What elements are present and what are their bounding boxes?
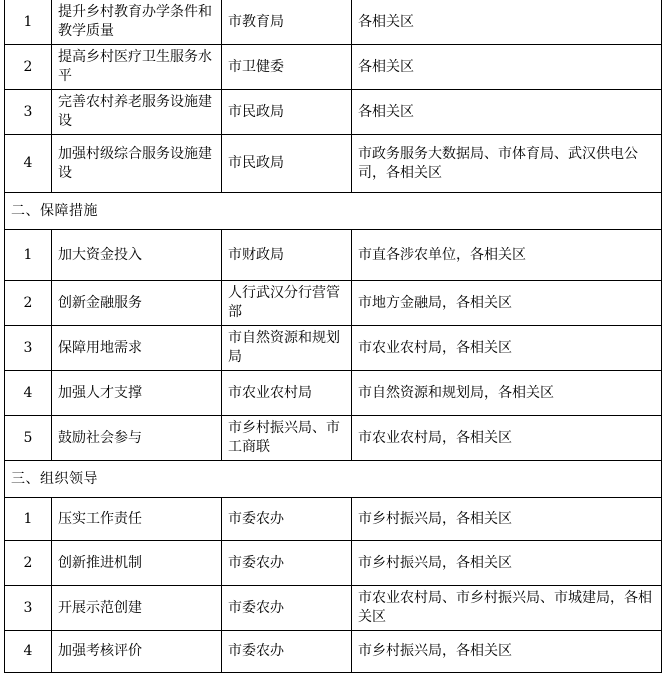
row-number: 1: [5, 230, 52, 281]
task-cell: 鼓励社会参与: [52, 416, 222, 461]
table-row: [5, 416, 662, 461]
task-table: [4, 0, 662, 673]
table-row: [5, 230, 662, 281]
task-cell: 完善农村养老服务设施建设: [52, 90, 222, 135]
partner-units-cell: 各相关区: [352, 45, 662, 90]
section-heading-row: [5, 193, 662, 230]
row-number: 2: [5, 541, 52, 586]
lead-unit-cell: 市民政局: [222, 90, 352, 135]
row-number: 1: [5, 0, 52, 45]
partner-units-cell: 市地方金融局，各相关区: [352, 281, 662, 326]
row-number: 2: [5, 45, 52, 90]
task-cell: 压实工作责任: [52, 498, 222, 541]
lead-unit-cell: 市民政局: [222, 135, 352, 193]
row-number: 1: [5, 498, 52, 541]
table-row: [5, 371, 662, 416]
row-number: 4: [5, 135, 52, 193]
table-row: [5, 541, 662, 586]
lead-unit-cell: 市委农办: [222, 631, 352, 673]
row-number: 2: [5, 281, 52, 326]
partner-units-cell: 各相关区: [352, 90, 662, 135]
task-cell: 提升乡村教育办学条件和教学质量: [52, 0, 222, 45]
table-row: [5, 0, 662, 45]
partner-units-cell: 市乡村振兴局，各相关区: [352, 498, 662, 541]
task-cell: 加大资金投入: [52, 230, 222, 281]
table-row: [5, 631, 662, 673]
row-number: 4: [5, 631, 52, 673]
table-row: [5, 45, 662, 90]
row-number: 3: [5, 90, 52, 135]
task-cell: 加强村级综合服务设施建设: [52, 135, 222, 193]
lead-unit-cell: 市委农办: [222, 498, 352, 541]
task-cell: 提高乡村医疗卫生服务水平: [52, 45, 222, 90]
task-cell: 开展示范创建: [52, 586, 222, 631]
table-row: [5, 586, 662, 631]
partner-units-cell: 市农业农村局，各相关区: [352, 326, 662, 371]
lead-unit-cell: 市委农办: [222, 586, 352, 631]
partner-units-cell: 市农业农村局、市乡村振兴局、市城建局，各相关区: [352, 586, 662, 631]
section-title: 三、组织领导: [5, 461, 662, 498]
task-cell: 加强人才支撑: [52, 371, 222, 416]
section-heading-row: [5, 461, 662, 498]
partner-units-cell: 各相关区: [352, 0, 662, 45]
row-number: 4: [5, 371, 52, 416]
lead-unit-cell: 市农业农村局: [222, 371, 352, 416]
row-number: 5: [5, 416, 52, 461]
lead-unit-cell: 市乡村振兴局、市工商联: [222, 416, 352, 461]
row-number: 3: [5, 326, 52, 371]
table-row: [5, 281, 662, 326]
section-title: 二、保障措施: [5, 193, 662, 230]
partner-units-cell: 市乡村振兴局，各相关区: [352, 541, 662, 586]
task-cell: 创新金融服务: [52, 281, 222, 326]
lead-unit-cell: 市卫健委: [222, 45, 352, 90]
task-cell: 保障用地需求: [52, 326, 222, 371]
lead-unit-cell: 市委农办: [222, 541, 352, 586]
lead-unit-cell: 市自然资源和规划局: [222, 326, 352, 371]
partner-units-cell: 市政务服务大数据局、市体育局、武汉供电公司，各相关区: [352, 135, 662, 193]
partner-units-cell: 市农业农村局，各相关区: [352, 416, 662, 461]
table-row: [5, 90, 662, 135]
lead-unit-cell: 人行武汉分行营管部: [222, 281, 352, 326]
lead-unit-cell: 市教育局: [222, 0, 352, 45]
task-cell: 创新推进机制: [52, 541, 222, 586]
table-row: [5, 498, 662, 541]
partner-units-cell: 市直各涉农单位，各相关区: [352, 230, 662, 281]
table-row: [5, 326, 662, 371]
task-cell: 加强考核评价: [52, 631, 222, 673]
row-number: 3: [5, 586, 52, 631]
partner-units-cell: 市自然资源和规划局，各相关区: [352, 371, 662, 416]
partner-units-cell: 市乡村振兴局，各相关区: [352, 631, 662, 673]
lead-unit-cell: 市财政局: [222, 230, 352, 281]
table-row: [5, 135, 662, 193]
